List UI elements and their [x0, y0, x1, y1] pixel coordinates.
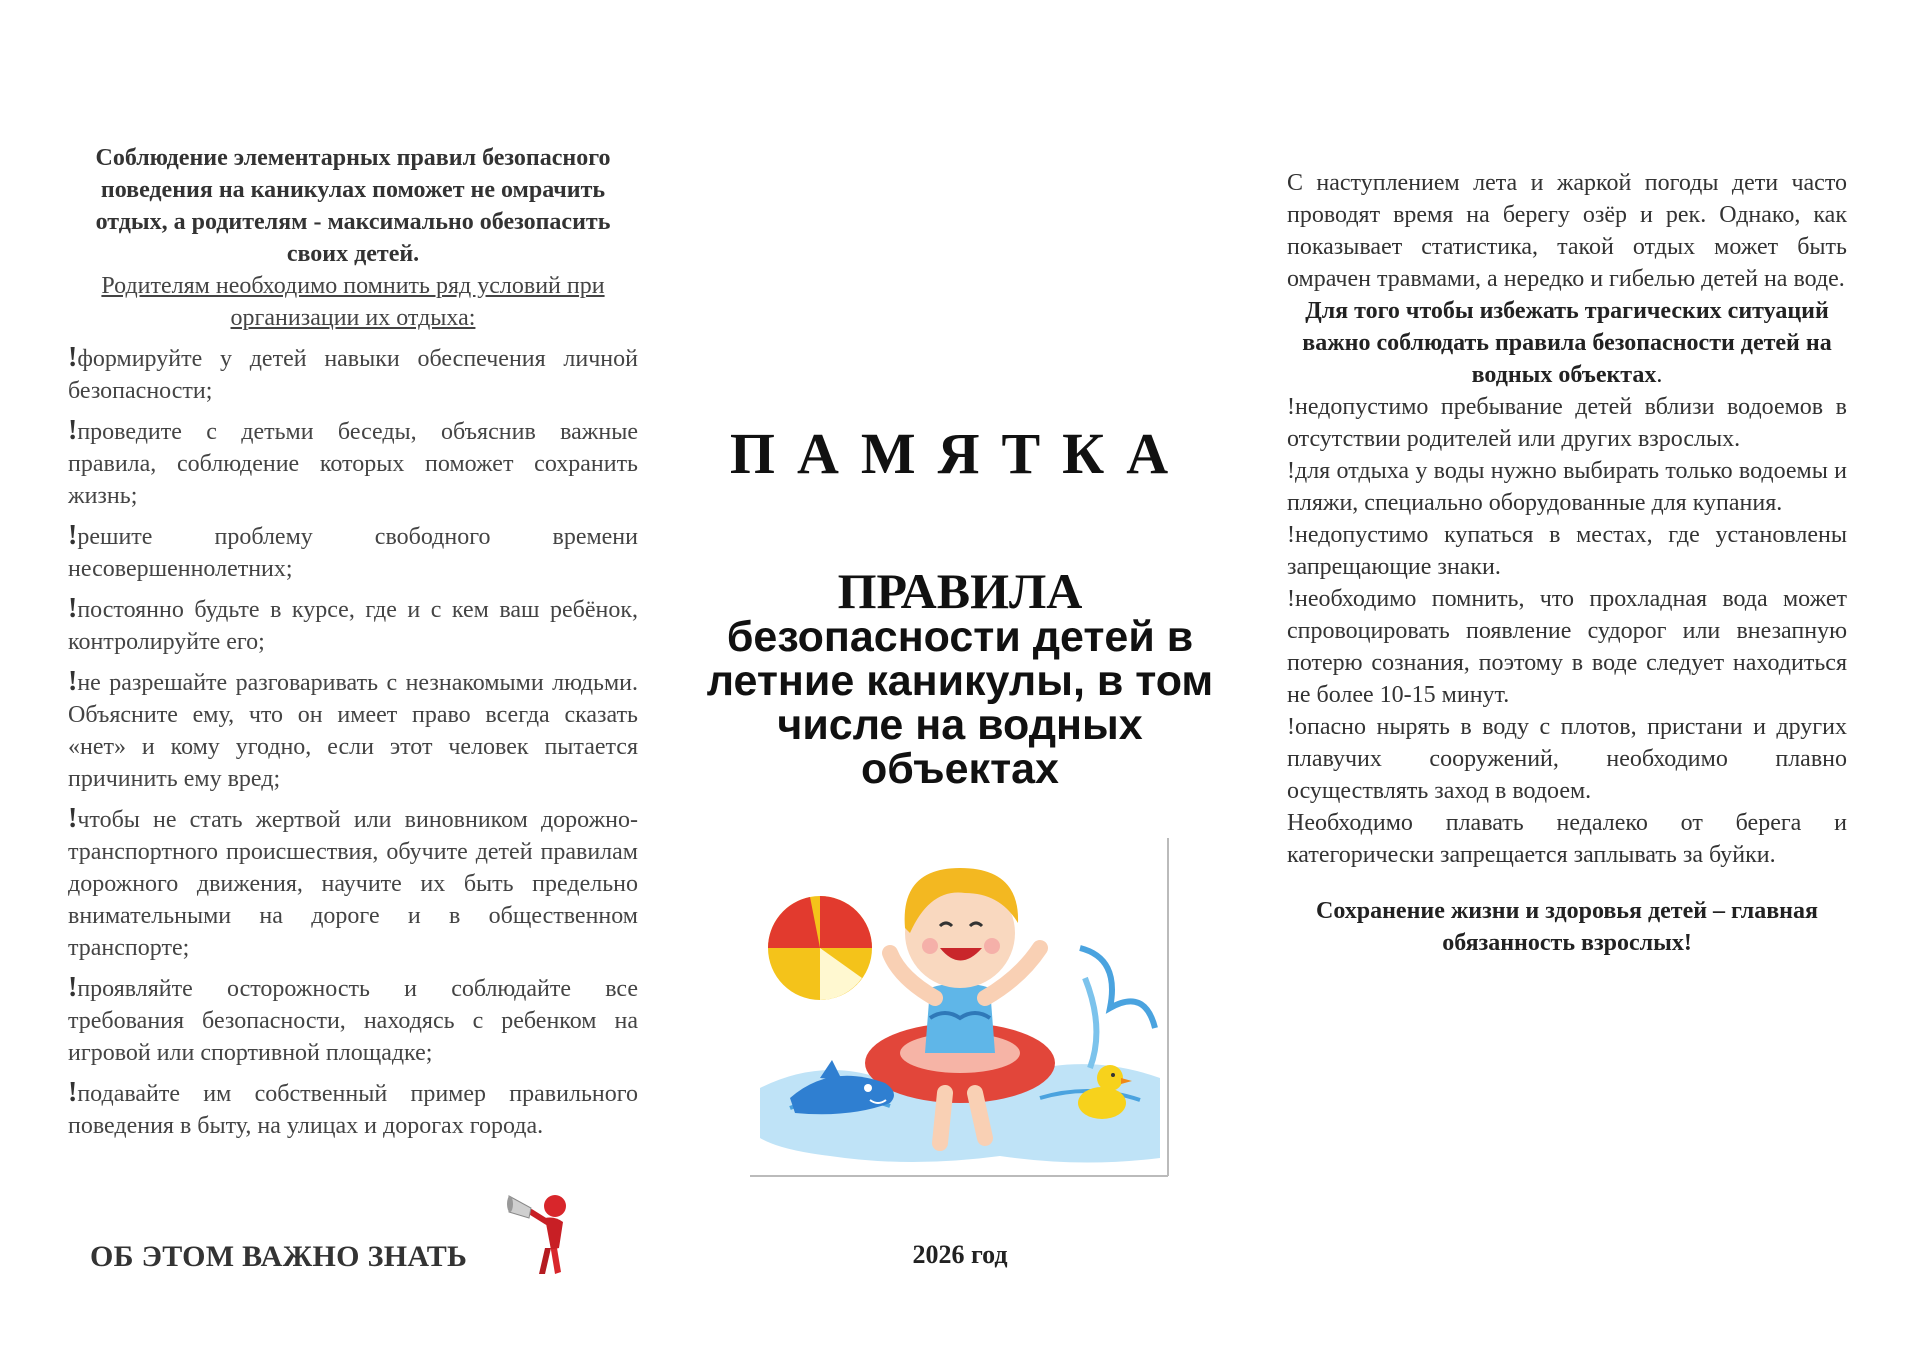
rules-subtitle: безопасности детей в летние каникулы, в том числе на водных объектах [706, 613, 1214, 793]
exclamation-icon: ! [68, 972, 78, 1003]
list-item: Необходимо плавать недалеко от берега и категорически запрещается заплывать за буйки. [1287, 810, 1847, 868]
list-item: !постоянно будьте в курсе, где и с кем ваш ребёнок, контролируйте его; [68, 593, 638, 655]
list-item: !решите проблему свободного времени несовершеннолетних; [68, 520, 638, 582]
rules-title: ПРАВИЛА [837, 563, 1083, 619]
right-bold-heading: Для того чтобы избежать трагических ситуаций важно соблюдать правила безопасности детей на водных объектах. [1302, 298, 1832, 388]
exclamation-icon: ! [68, 803, 78, 834]
page-title: ПАМЯТКА [729, 421, 1191, 486]
megaphone-figure-icon [505, 1188, 575, 1278]
list-item: !формируйте у детей навыки обеспечения личной безопасности; [68, 342, 638, 404]
exclamation-icon: ! [68, 1077, 78, 1108]
left-intro-underline: Родителям необходимо помнить ряд условий при организации их отдыха: [101, 273, 605, 331]
child-swimming-illustration [750, 838, 1170, 1178]
exclamation-icon: ! [68, 415, 78, 446]
list-item: !опасно нырять в воду с плотов, пристани и других плавучих сооружений, необходимо плавно осуществлять заход в водоем. [1287, 714, 1847, 804]
closing-statement: Сохранение жизни и здоровья детей – главная обязанность взрослых! [1316, 898, 1818, 956]
list-item: !не разрешайте разговаривать с незнакомыми людьми. Объясните ему, что он имеет право всегда сказать «нет» и кому угодно, если этот человек пытается причинить ему вред; [68, 666, 638, 792]
exclamation-icon: ! [68, 593, 78, 624]
list-item: !проявляйте осторожность и соблюдайте все требования безопасности, находясь с ребенком на игровой или спортивной площадке; [68, 972, 638, 1066]
right-intro: С наступлением лета и жаркой погоды дети часто проводят время на берегу озёр и рек. Однако, как показывает статистика, такой отдых может быть омрачен травмами, а нередко и гибелью детей на воде. [1287, 170, 1847, 292]
list-item: !для отдыха у воды нужно выбирать только водоемы и пляжи, специально оборудованные для купания. [1287, 458, 1847, 516]
list-item: !недопустимо купаться в местах, где установлены запрещающие знаки. [1287, 522, 1847, 580]
left-intro-bold: Соблюдение элементарных правил безопасного поведения на каникулах поможет не омрачить отдых, а родителям - максимально обезопасить своих детей. [95, 145, 611, 267]
list-item: !чтобы не стать жертвой или виновником дорожно-транспортного происшествия, обучите детей правилам дорожного движения, научите их быть предельно внимательными на дороге и в общественном транспорте; [68, 803, 638, 961]
exclamation-icon: ! [68, 520, 78, 551]
list-item: !подавайте им собственный пример правильного поведения в быту, на улицах и дорогах города. [68, 1077, 638, 1139]
exclamation-icon: ! [68, 342, 78, 373]
left-column [68, 142, 638, 1142]
important-heading: ОБ ЭТОМ ВАЖНО ЗНАТЬ [90, 1240, 468, 1273]
year-label: 2026 год [912, 1240, 1008, 1269]
list-item: !проведите с детьми беседы, объяснив важные правила, соблюдение которых поможет сохранить жизнь; [68, 415, 638, 509]
exclamation-icon: ! [68, 666, 78, 697]
list-item: !необходимо помнить, что прохладная вода может спровоцировать появление судорог или внезапную потерю сознания, поэтому в воде следует находиться не более 10-15 минут. [1287, 586, 1847, 708]
right-column [1287, 167, 1847, 959]
list-item: !недопустимо пребывание детей вблизи водоемов в отсутствии родителей или других взрослых. [1287, 394, 1847, 452]
